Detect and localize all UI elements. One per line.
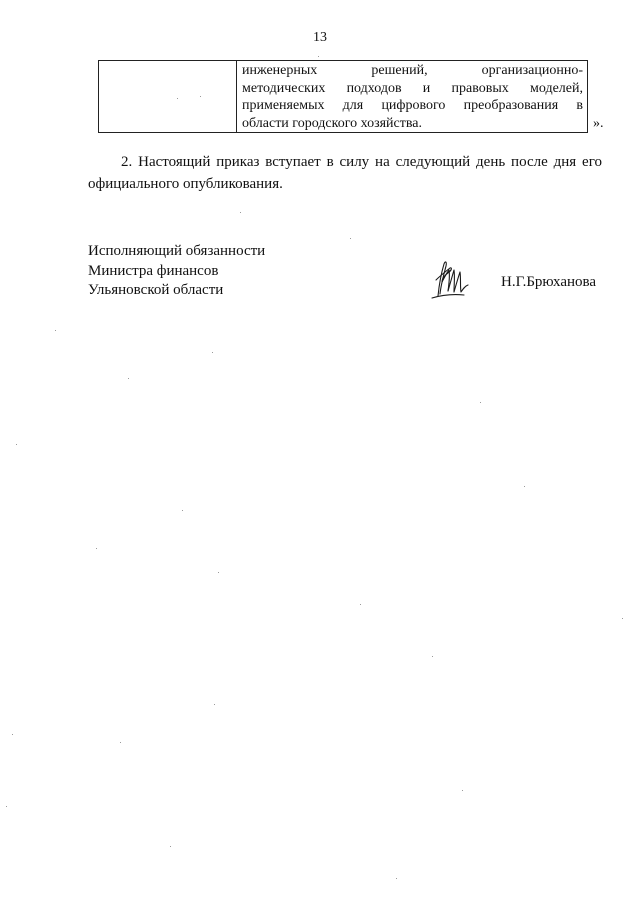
scan-dot (318, 56, 319, 57)
table-cell-text (237, 61, 588, 133)
signatory-title (88, 242, 265, 301)
scan-dot (214, 704, 215, 705)
scan-dot (462, 790, 463, 791)
signatory-title-line: Ульяновской области (88, 282, 224, 298)
scan-dot (212, 352, 213, 353)
scan-dot (200, 96, 201, 97)
scan-dot (177, 98, 178, 99)
handwritten-signature (428, 258, 472, 300)
scan-dot (6, 806, 7, 807)
scan-dot (12, 734, 13, 735)
scan-dot (182, 510, 183, 511)
signatory-title-line: Министра финансов (88, 262, 219, 279)
scan-dot (622, 618, 623, 619)
scan-dot (480, 402, 481, 403)
closing-quote: ». (593, 116, 604, 131)
scan-dot (524, 486, 525, 487)
table-row (99, 61, 588, 133)
scan-dot (350, 238, 351, 239)
scan-dot (55, 330, 56, 331)
scan-dot (432, 656, 433, 657)
scan-dot (396, 878, 397, 879)
scan-dot (16, 444, 17, 445)
paragraph-2: 2. Настоящий приказ вступает в силу на следующий день после дня его официального опубликования. (88, 154, 602, 192)
signatory-title-line: Исполняющий обязанности (88, 243, 266, 259)
table (98, 60, 588, 133)
scan-dot (96, 548, 97, 549)
scan-dot (240, 212, 241, 213)
scan-dot (360, 604, 361, 605)
table-cell-line: применяемых для цифрового преобразования в (242, 98, 583, 113)
table-cell-line: инженерных решений, организационно- (242, 63, 583, 78)
scan-dot (120, 742, 121, 743)
scan-dot (218, 572, 219, 573)
scan-dot (128, 378, 129, 379)
continued-table (98, 60, 588, 133)
table-cell-empty (99, 61, 237, 133)
table-cell-line: области городского хозяйства. (242, 115, 423, 131)
page-number: 13 (313, 30, 327, 45)
scan-dot (170, 846, 171, 847)
table-cell-line: методических подходов и правовых моделей, (242, 80, 583, 96)
signatory-name: Н.Г.Брюханова (501, 274, 597, 290)
